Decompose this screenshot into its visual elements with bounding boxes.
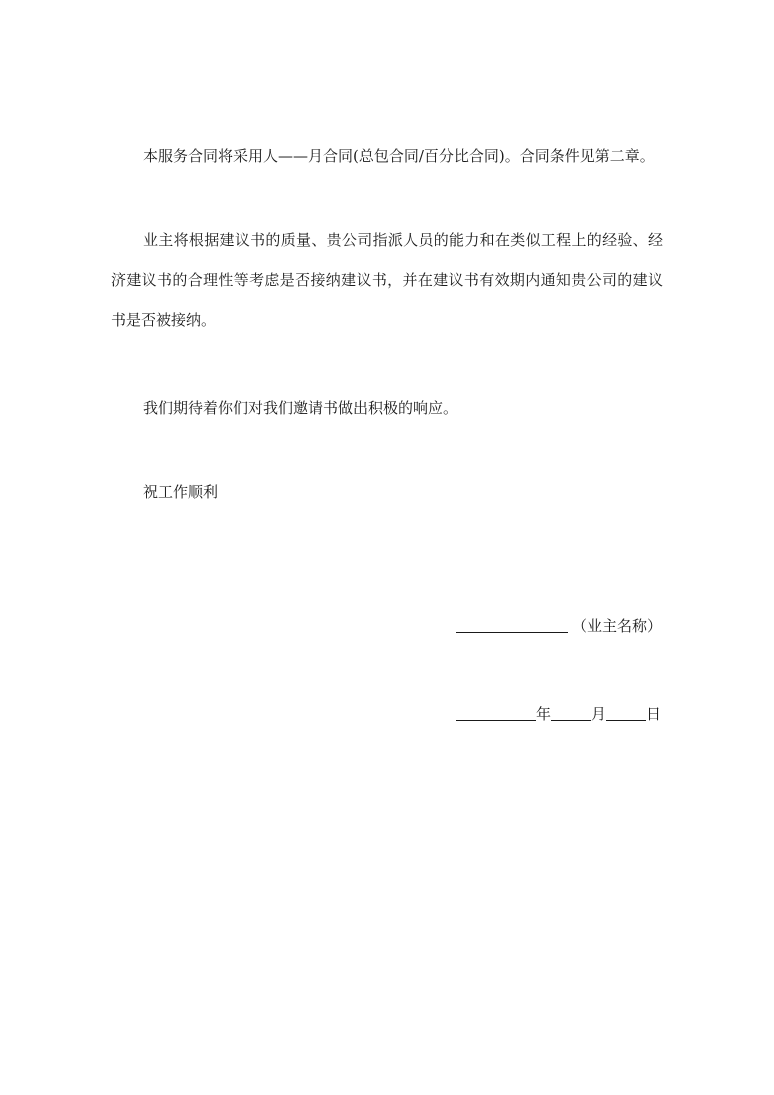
owner-signature-block — [456, 612, 662, 640]
year-label: 年 — [536, 705, 552, 723]
date-block — [456, 700, 661, 728]
paragraph-contract-type: 本服务合同将采用人——月合同(总包合同/百分比合同)。合同条件见第二章。 — [143, 147, 655, 165]
day-label: 日 — [646, 705, 662, 723]
day-blank[interactable] — [606, 702, 646, 721]
paragraph-proposal-evaluation: 业主将根据建议书的质量、贵公司指派人员的能力和在类似工程上的经验、经济建议书的合理性等考虑是否接纳建议书，并在建议书有效期内通知贵公司的建议书是否被接纳。 — [111, 231, 663, 329]
owner-name-label: （业主名称） — [572, 617, 663, 635]
owner-name-blank[interactable] — [456, 614, 568, 633]
year-blank[interactable] — [456, 702, 536, 721]
month-blank[interactable] — [551, 702, 591, 721]
paragraph-closing-wish: 祝工作顺利 — [143, 483, 219, 501]
month-label: 月 — [591, 705, 607, 723]
paragraph-expect-response: 我们期待着你们对我们邀请书做出积极的响应。 — [143, 399, 459, 417]
